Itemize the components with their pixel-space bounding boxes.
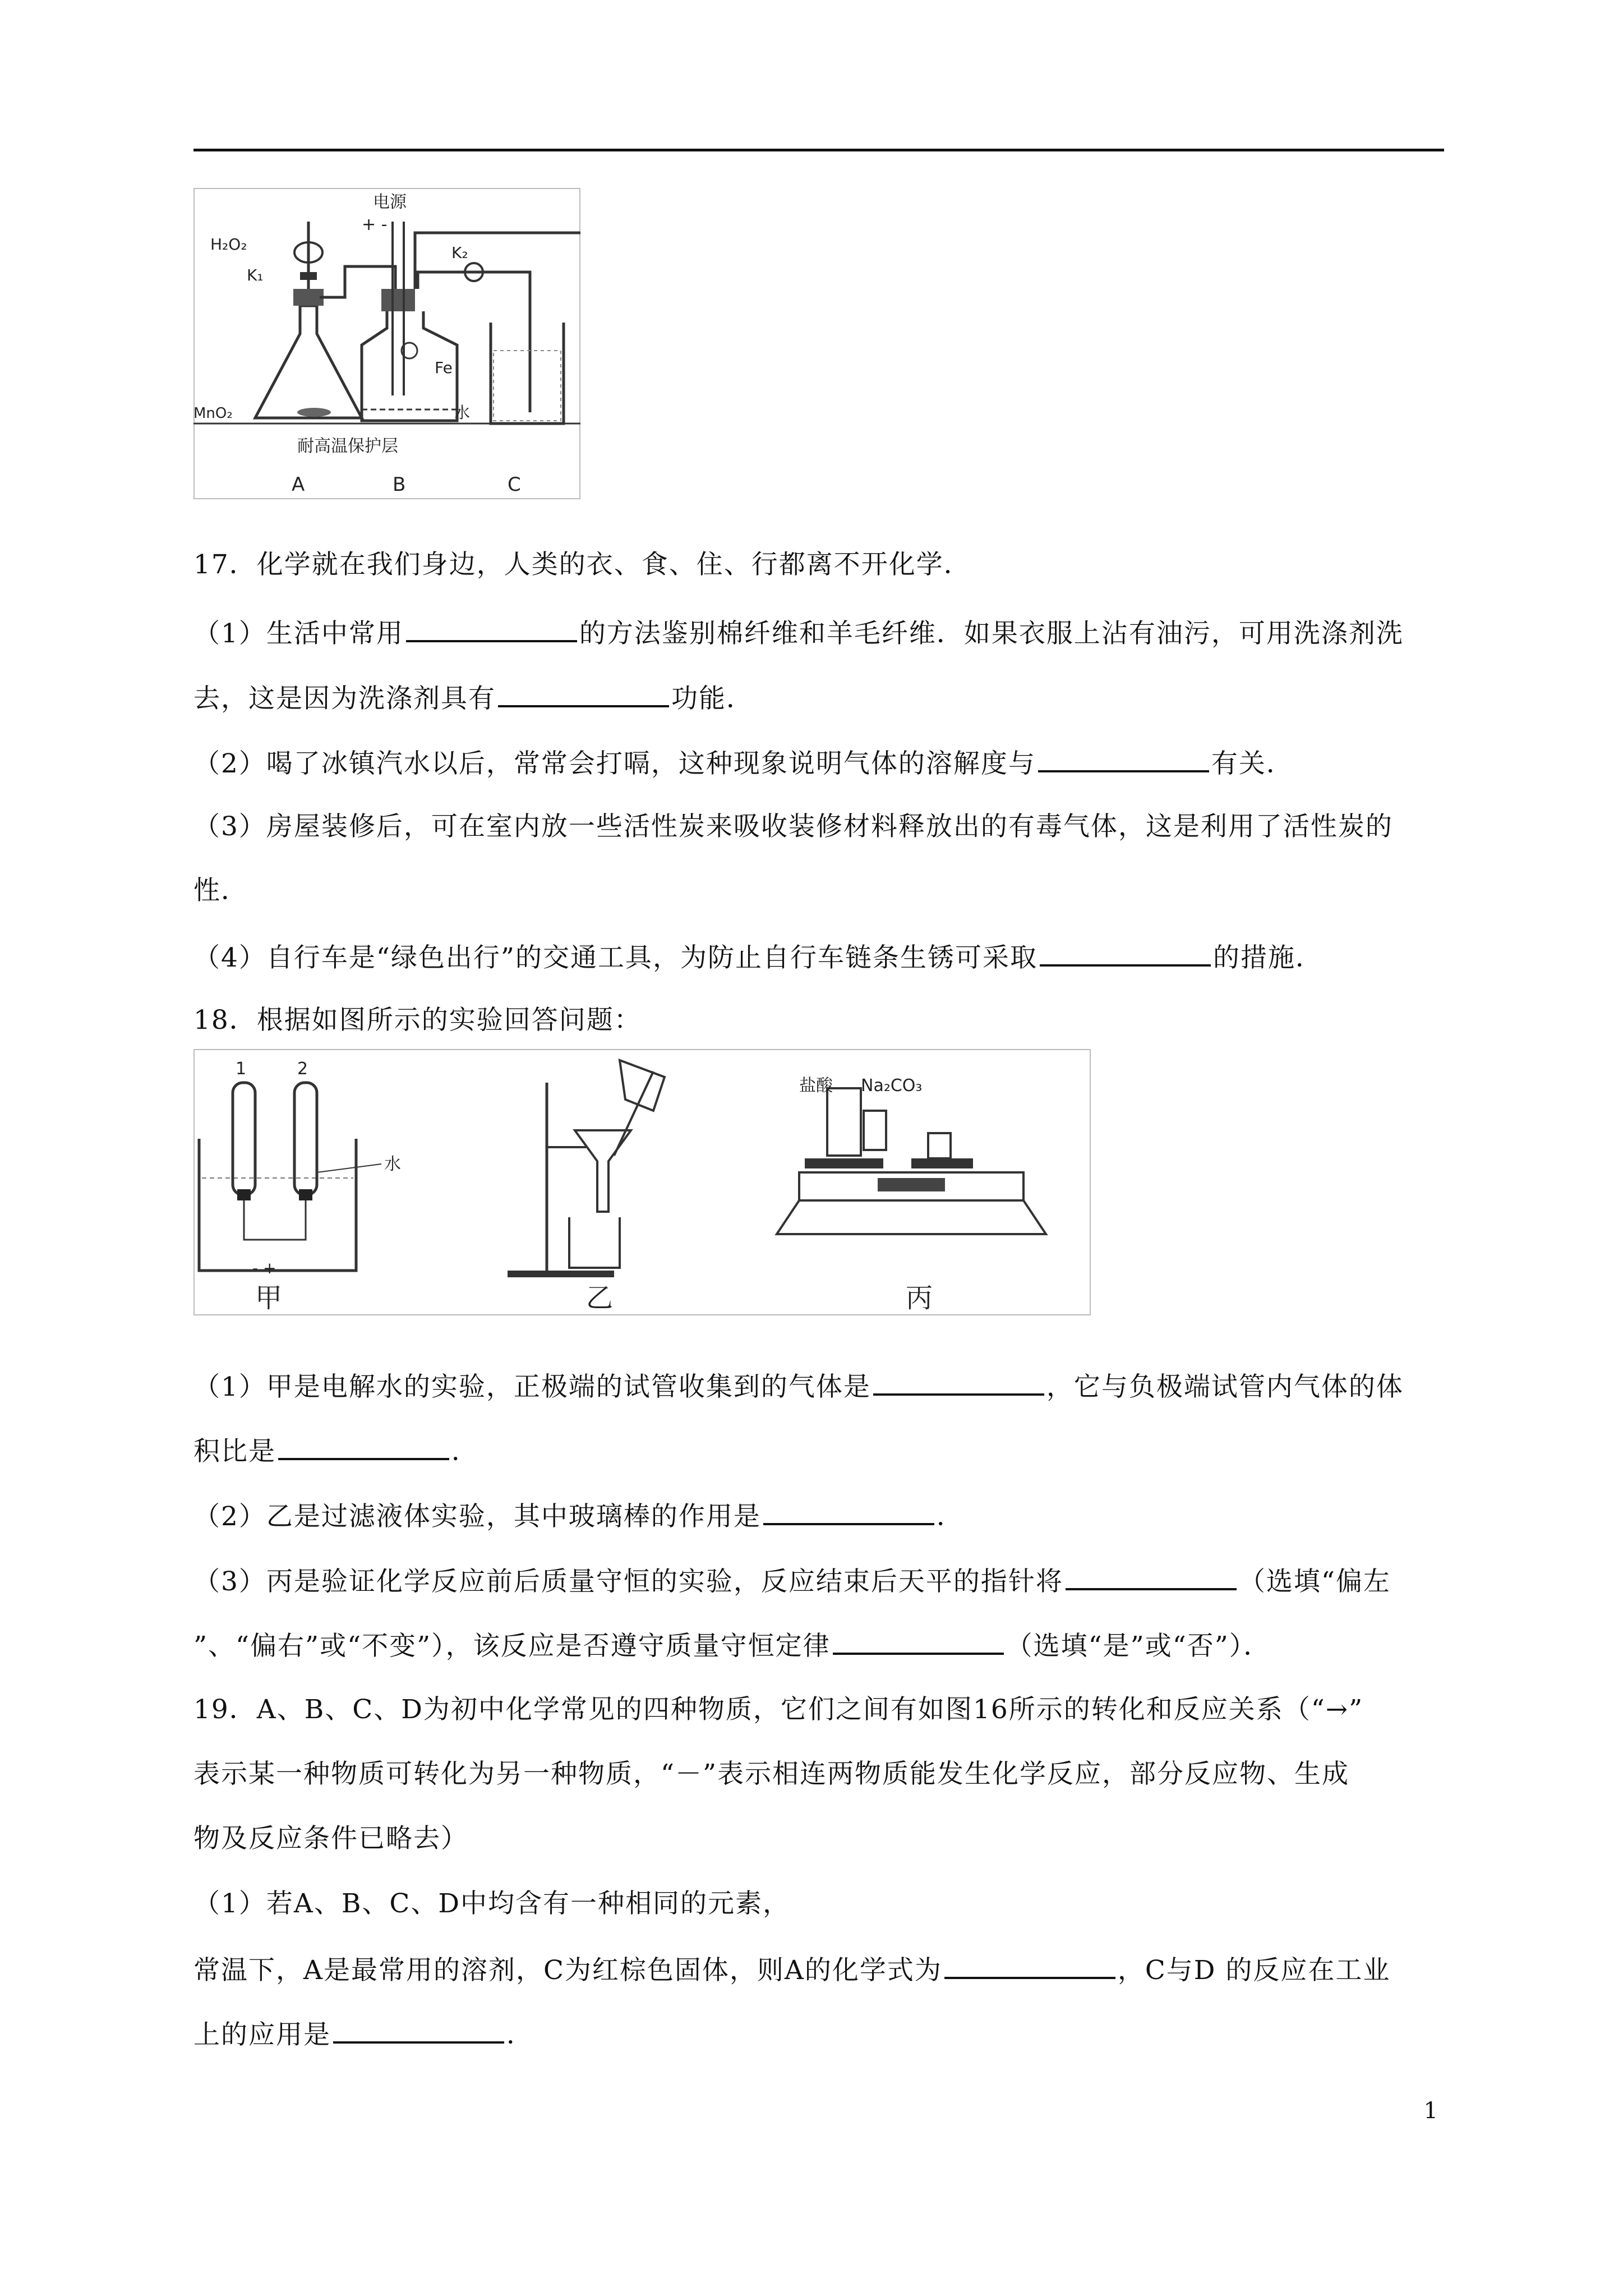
tube-2-label: 2 [297,1059,308,1079]
q18-p3-a: （3）丙是验证化学反应前后质量守恒的实验，反应结束后天平的指针将 [193,1566,1063,1597]
label-c: C [508,473,521,496]
q19-line6 [193,2017,1447,2052]
q18-part1-line1 [193,1369,1447,1404]
mno2-label: MnO₂ [193,405,233,422]
q17-p1-b: 的方法鉴别棉纤维和羊毛纤维．如果衣服上沾有油污，可用洗涤剂洗 [579,618,1404,649]
q19-l5-a: 常温下，A是最常用的溶剂，C为红棕色固体，则A的化学式为 [193,1955,942,1986]
k1-label: K₁ [247,266,264,284]
label-bing: 丙 [906,1282,933,1314]
answer-blank[interactable] [873,1369,1044,1396]
apparatus-figure-abc [193,188,580,499]
q18-p1-d: ． [451,1436,479,1467]
q19-l6-b: ． [506,2019,534,2050]
q17-part4 [193,940,1447,975]
answer-blank[interactable] [498,680,669,707]
answer-blank[interactable] [1066,1563,1237,1590]
q18-p3-d: （选填“是”或“否”）． [1006,1631,1271,1662]
page-number: 1 [1423,2098,1438,2124]
q17-p2-b: 有关． [1211,748,1294,779]
q17-part3-line2: 性． [193,875,248,906]
q17-title: 17．化学就在我们身边，人类的衣、食、住、行都离不开化学． [193,549,971,580]
h2o2-label: H₂O₂ [210,235,247,254]
q19-line5 [193,1952,1447,1987]
water-label-2: 水 [384,1154,401,1174]
label-yi: 乙 [586,1282,614,1314]
q18-part3-line2 [193,1628,1447,1663]
q17-part1-line2 [193,680,1447,716]
q18-p2-b: ． [936,1501,964,1532]
q17-part3-line1: （3）房屋装修后，可在室内放一些活性炭来吸收装修材料释放出的有毒气体，这是利用了活性炭的 [193,811,1393,842]
q19-l6-a: 上的应用是 [193,2019,331,2050]
q19-line1: 19．A、B、C、D为初中化学常见的四种物质，它们之间有如图16所示的转化和反应关系（“→” [193,1694,1364,1725]
water-label: 水 [454,403,471,422]
q17-p2-a: （2）喝了冰镇汽水以后，常常会打嗝，这种现象说明气体的溶解度与 [193,748,1036,779]
tube-1-label: 1 [236,1059,247,1079]
answer-blank[interactable] [763,1498,934,1525]
layer-label: 耐高温保护层 [297,436,398,456]
plus-minus-label: + - [362,215,388,234]
answer-blank[interactable] [1038,746,1209,772]
label-jia: 甲 [255,1282,283,1314]
q18-part2 [193,1498,1447,1534]
battery-label: - + [252,1259,276,1277]
na2co3-label: Na₂CO₃ [861,1076,923,1096]
answer-blank[interactable] [333,2017,504,2044]
q17-part2 [193,746,1447,781]
q18-p1-b: ，它与负极端试管内气体的体 [1046,1372,1404,1402]
label-a: A [292,473,305,496]
hcl-label: 盐酸 [799,1076,833,1096]
answer-blank[interactable] [278,1433,449,1460]
q17-part1-line1 [193,615,1447,651]
q18-title: 18．根据如图所示的实验回答问题： [193,1005,642,1036]
q17-p1-c: 去，这是因为洗涤剂具有 [193,683,496,714]
q17-p1-a: （1）生活中常用 [193,618,404,649]
q18-p3-c: ”、“偏右”或“不变”），该反应是否遵守质量守恒定律 [193,1631,831,1662]
q19-line3: 物及反应条件已略去） [193,1823,468,1854]
answer-blank[interactable] [1040,940,1211,967]
q17-p4-b: 的措施． [1212,942,1323,973]
q17-p4-a: （4）自行车是“绿色出行”的交通工具，为防止自行车链条生锈可采取 [193,942,1038,973]
q19-l5-b: ，C与D 的反应在工业 [1117,1955,1391,1986]
label-b: B [393,473,406,496]
q18-p2-a: （2）乙是过滤液体实验，其中玻璃棒的作用是 [193,1501,761,1532]
answer-blank[interactable] [406,615,577,642]
q18-p1-c: 积比是 [193,1436,276,1467]
q17-p1-d: 功能． [671,683,754,714]
q18-p3-b: （选填“偏左 [1238,1566,1391,1597]
q18-part3-line1 [193,1563,1447,1599]
q18-part1-line2 [193,1433,1447,1469]
q18-p1-a: （1）甲是电解水的实验，正极端的试管收集到的气体是 [193,1372,871,1402]
answer-blank[interactable] [944,1952,1115,1979]
power-label: 电源 [373,192,407,212]
answer-blank[interactable] [833,1628,1004,1655]
q19-line2: 表示某一种物质可转化为另一种物质，“－”表示相连两物质能发生化学反应，部分反应物、生成 [193,1759,1350,1789]
apparatus-figure-jia-yi-bing [193,1049,1091,1315]
header-rule [193,149,1444,151]
q19-line4: （1）若A、B、C、D中均含有一种相同的元素， [193,1888,791,1919]
k2-label: K₂ [451,243,468,262]
fe-label: Fe [435,358,453,377]
